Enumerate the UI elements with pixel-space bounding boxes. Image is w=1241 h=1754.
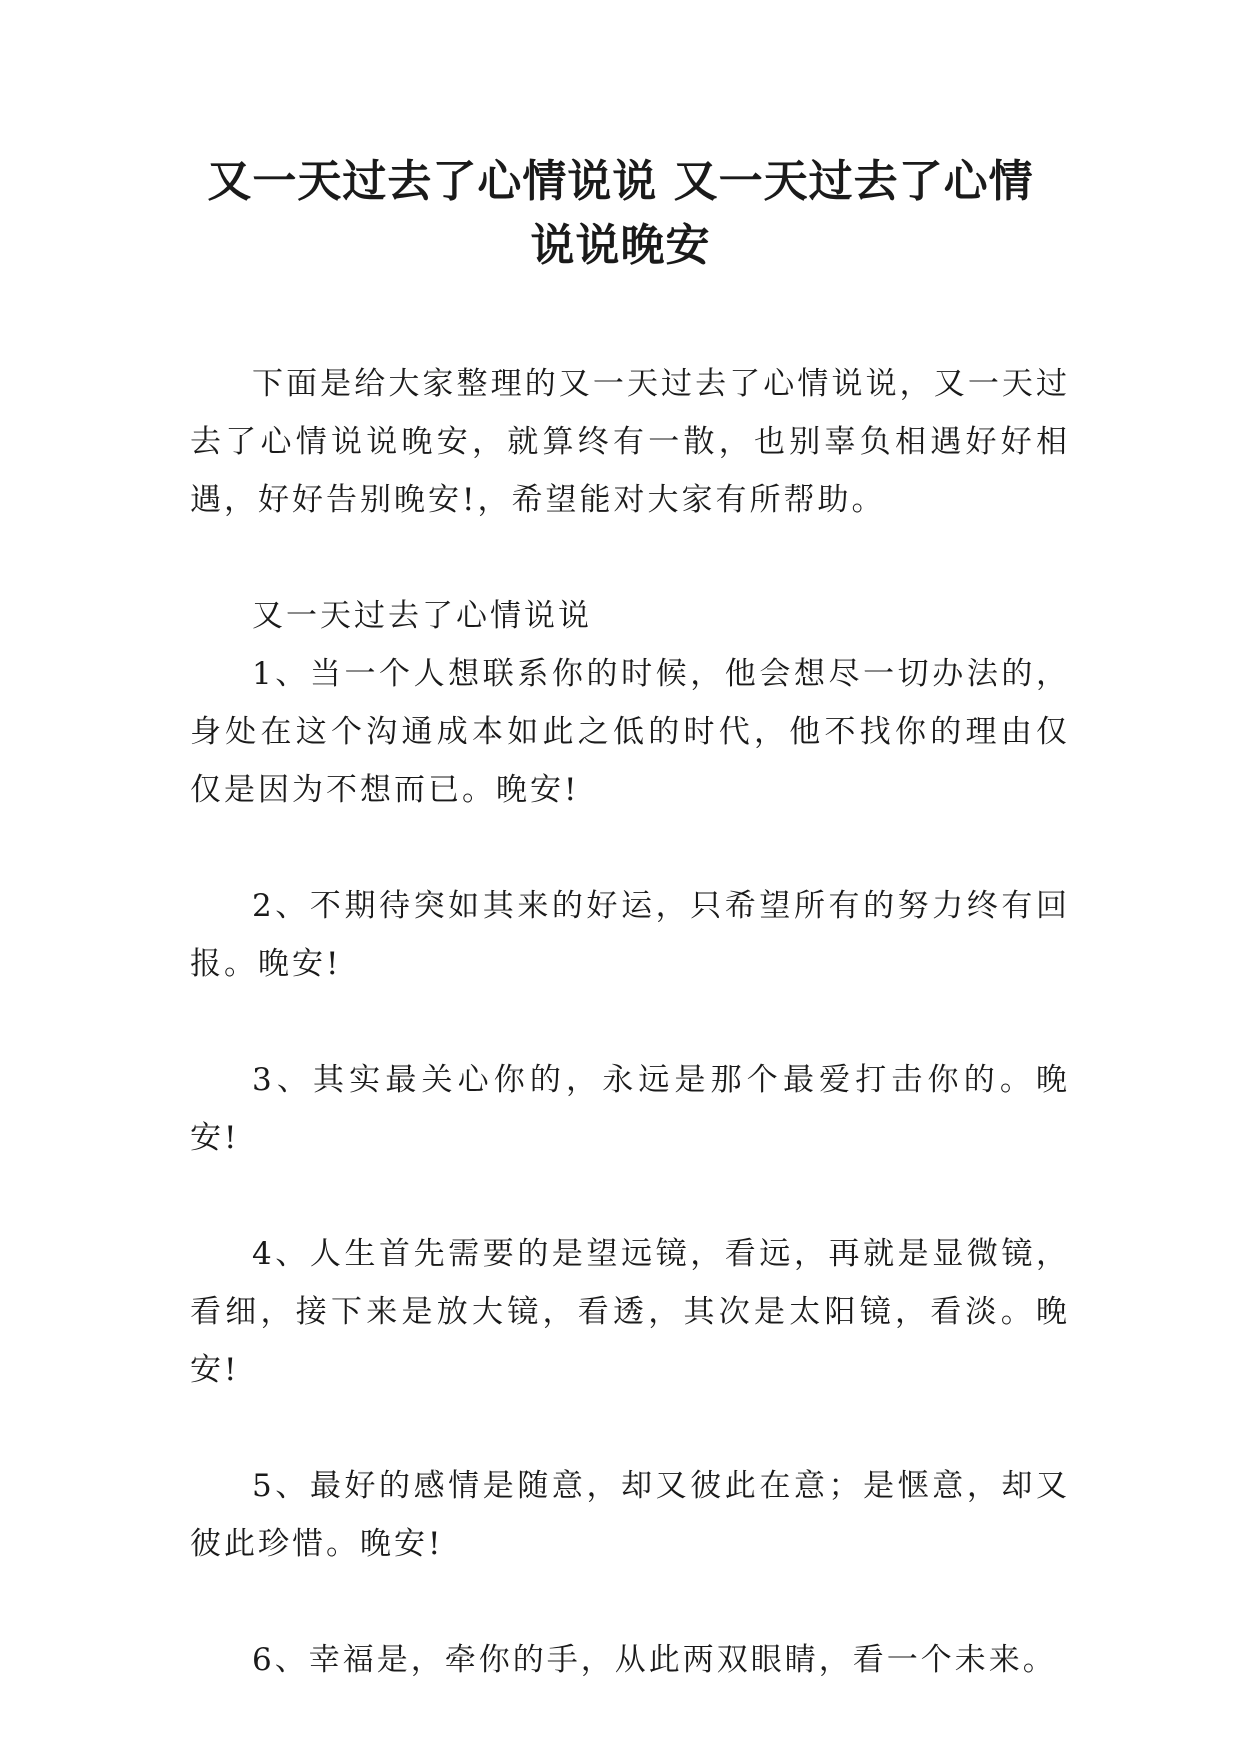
list-item: 4、人生首先需要的是望远镜，看远，再就是显微镜，看细，接下来是放大镜，看透，其次是太阳镜，看淡。晚安! bbox=[190, 1236, 1070, 1388]
page-title bbox=[150, 150, 1091, 278]
list-item: 6、幸福是，牵你的手，从此两双眼睛，看一个未来。 bbox=[252, 1642, 1057, 1678]
list-item: 5、最好的感情是随意，却又彼此在意；是惬意，却又彼此珍惜。晚安! bbox=[190, 1468, 1070, 1562]
page-title-line-1: 又一天过去了心情说说 又一天过去了心情 bbox=[207, 156, 1034, 207]
list-item: 1、当一个人想联系你的时候，他会想尽一切办法的，身处在这个沟通成本如此之低的时代，他不找你的理由仅仅是因为不想而已。晚安! bbox=[190, 656, 1070, 808]
intro-paragraph: 下面是给大家整理的又一天过去了心情说说，又一天过去了心情说说晚安，就算终有一散，也别辜负相遇好好相遇，好好告别晚安!，希望能对大家有所帮助。 bbox=[190, 366, 1070, 518]
page-title-line-2: 说说晚安 bbox=[530, 220, 711, 271]
document-body bbox=[190, 355, 1070, 1747]
list-item: 2、不期待突如其来的好运，只希望所有的努力终有回报。晚安! bbox=[190, 888, 1070, 982]
list-item: 3、其实最关心你的，永远是那个最爱打击你的。晚安! bbox=[190, 1062, 1070, 1156]
section-heading: 又一天过去了心情说说 bbox=[252, 598, 592, 634]
